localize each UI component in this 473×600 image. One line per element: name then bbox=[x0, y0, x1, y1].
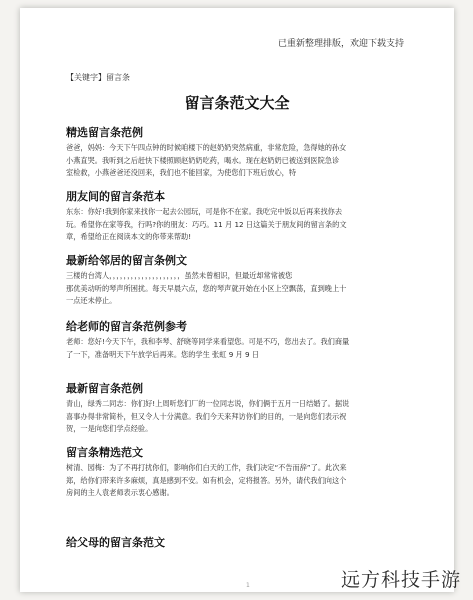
paragraph-line: 小燕直哭。我听到之后赶快下楼照顾赵奶奶吃药，喝水。现在赵奶奶已被送到医院急诊 bbox=[66, 155, 340, 165]
section-paragraph bbox=[66, 142, 426, 180]
section-heading: 给父母的留言条范文 bbox=[66, 536, 165, 549]
paragraph-line: 室检救，小燕爸爸还没回来，我们也不能回家，为使您们下班后放心，特 bbox=[66, 168, 297, 177]
section-heading: 给老师的留言条范例参考 bbox=[66, 320, 187, 333]
page-number: 1 bbox=[246, 582, 250, 589]
paragraph-line: 玩。希望你在家等我，行吗?你的朋友：巧巧。11 月 12 日这篇关于朋友间的留言条的文 bbox=[66, 219, 347, 229]
paragraph-line: 房间的主人袁老师表示衷心感谢。 bbox=[66, 488, 174, 497]
document-title: 留言条范文大全 bbox=[184, 94, 290, 112]
section-heading: 最新给邻居的留言条例文 bbox=[66, 254, 187, 267]
document-page bbox=[20, 8, 454, 592]
paragraph-line: 一点还未停止。 bbox=[66, 296, 117, 305]
paragraph-line: 章，希望给正在阅读本文的你带来帮助! bbox=[66, 232, 192, 241]
paragraph-line: 青山，绿秀二同志：你们好!上周听您们厂的一位同志说，你们俩于五月一日结婚了。据说 bbox=[66, 399, 350, 408]
section-paragraph bbox=[66, 462, 426, 500]
paragraph-line: 东东：你好!我到你家来找你一起去公园玩，可是你不在家。我吃完中饭以后再来找你去 bbox=[66, 207, 343, 216]
section-paragraph bbox=[66, 336, 426, 361]
section-heading: 精选留言条范例 bbox=[66, 126, 143, 139]
keyword-label: 【关键字】留言条 bbox=[66, 73, 130, 82]
section-heading: 最新留言条范例 bbox=[66, 382, 143, 395]
paragraph-line: 那优美动听的琴声所困扰。每天早晨六点，您的琴声就开始在小区上空飘荡，直到晚上十 bbox=[66, 283, 347, 293]
paragraph-line: 郑，给你们带来许多麻烦，真是感到不安。如有机会，定将报答。另外，请代我们向这个 bbox=[66, 475, 347, 485]
paragraph-line: 了一下，准备明天下午放学后再来。您的学生 张虹 9 月 9 日 bbox=[66, 349, 260, 359]
paragraph-line: 爸爸，妈妈：今天下午四点钟的时候咱楼下的赵奶奶突然病重，非常危险，急得她的孙女 bbox=[66, 143, 347, 152]
section-paragraph bbox=[66, 270, 426, 308]
section-paragraph bbox=[66, 206, 426, 244]
section-heading: 留言条精选范文 bbox=[66, 446, 143, 459]
paragraph-line: 三楼的台湾人，，，，，，，，，，，，，，，，，，，，虽然未曾相识，但最近却常常被您 bbox=[66, 271, 293, 280]
paragraph-line: 贺，一是向您们学点经验。 bbox=[66, 424, 153, 433]
section-paragraph bbox=[66, 398, 426, 436]
header-note: 已重新整理排版，欢迎下载支持 bbox=[277, 39, 404, 49]
paragraph-line: 树清、园梅：为了不再打扰你们，影响你们白天的工作，我们决定“不告而辞”了。此次来 bbox=[66, 463, 347, 472]
section-heading: 朋友间的留言条范本 bbox=[66, 190, 165, 203]
paragraph-line: 老师：您好!今天下午，我和李琴、舒晓等同学来看望您。可是不巧，您出去了。我们商量 bbox=[66, 337, 350, 346]
paragraph-line: 喜事办得非常简朴，但又令人十分满意。我们今天来拜访你们的目的，一是向您们表示祝 bbox=[66, 411, 347, 421]
watermark-logo: 远方科技手游 bbox=[340, 569, 461, 591]
